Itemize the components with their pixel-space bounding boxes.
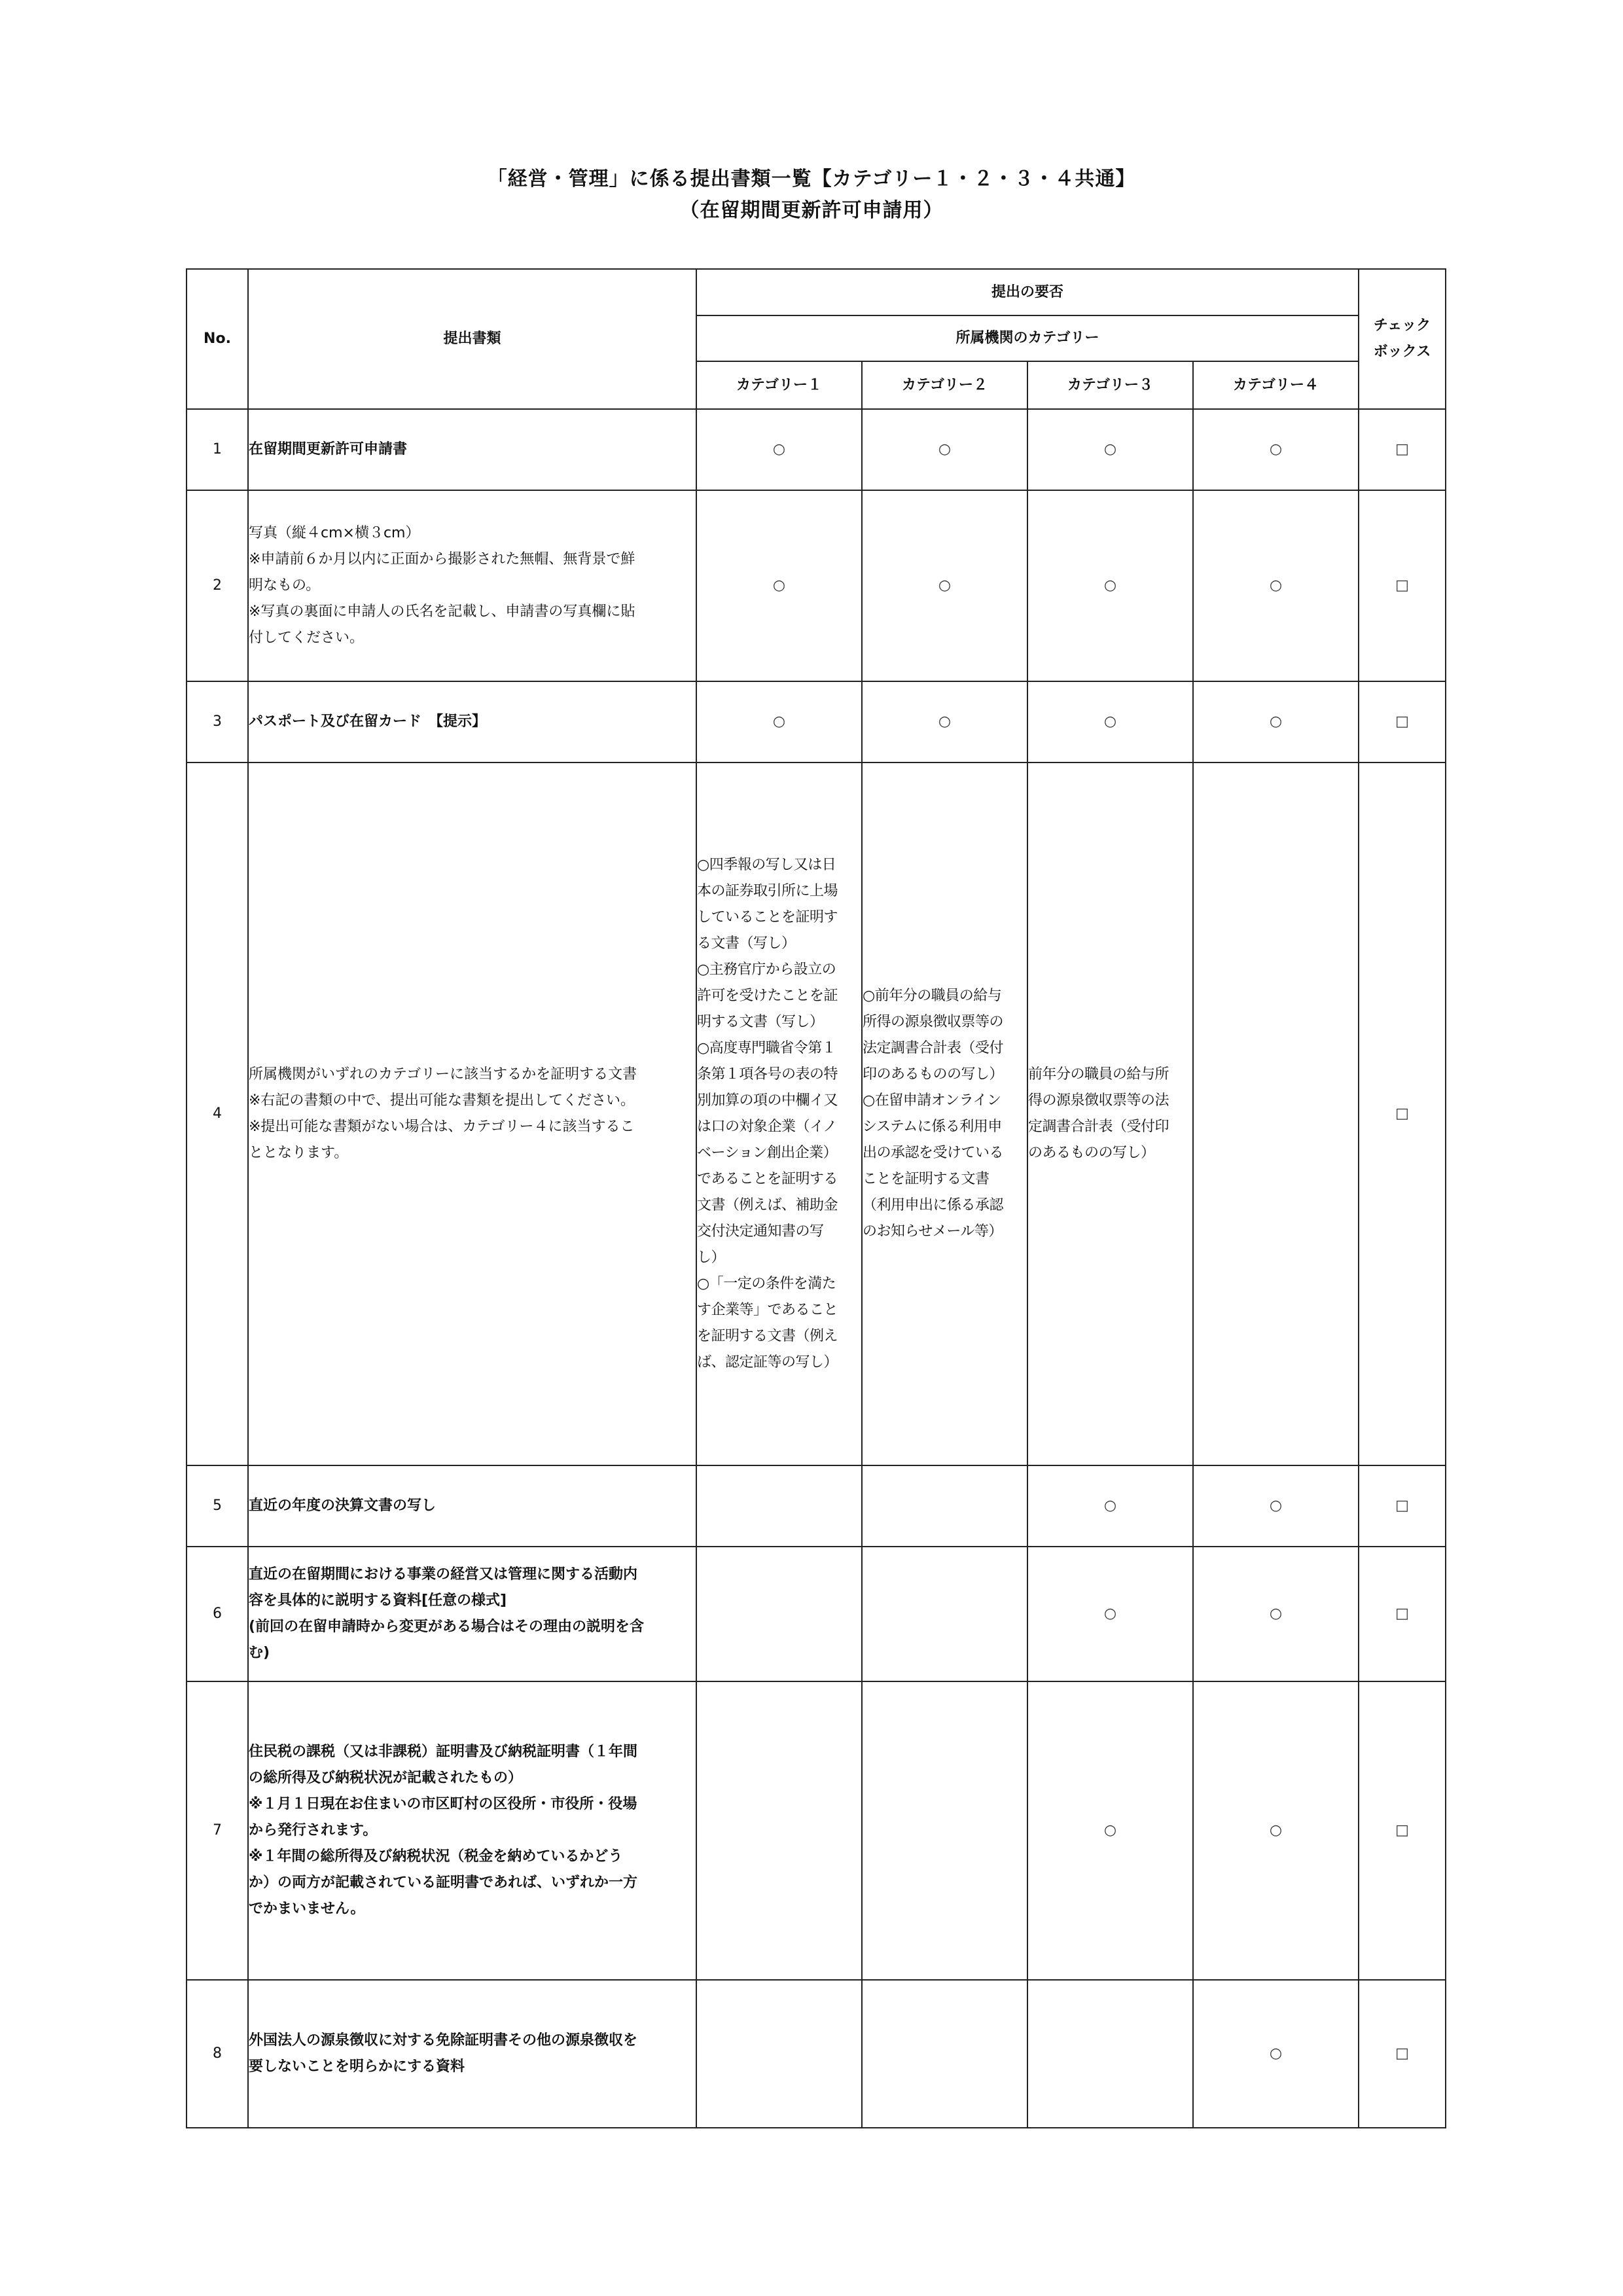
cat1-line: す企業等」であること [697,1302,838,1318]
cat2-line: ○在留申請オンライン [863,1092,1001,1109]
required-mark: ○ [1027,409,1193,490]
empty-cell [862,1980,1027,2128]
checkbox[interactable]: □ [1359,490,1446,681]
table-row [187,1980,1446,2128]
header-org-category: 所属機関のカテゴリー [696,315,1359,361]
row-no: 8 [187,1980,248,2128]
required-mark: ○ [1027,681,1193,762]
doc-line: 写真（縦４cm×横３cm） [249,525,420,541]
row-no: 6 [187,1547,248,1681]
row-no: 4 [187,762,248,1465]
required-mark: ○ [862,681,1027,762]
cat1-line: 条第１項各号の表の特 [697,1066,838,1083]
required-mark: ○ [1193,1547,1359,1681]
checkbox[interactable]: □ [1359,681,1446,762]
cat3-line: 前年分の職員の給与所 [1028,1066,1169,1083]
row-document [248,1681,696,1980]
empty-cell [696,1547,862,1681]
doc-line: 外国法人の源泉徴収に対する免除証明書その他の源泉徴収を [249,2032,638,2049]
required-mark: ○ [1193,1465,1359,1547]
doc-line: 直近の在留期間における事業の経営又は管理に関する活動内 [249,1566,638,1583]
cat2-line: 所得の源泉徴収票等の [863,1014,1004,1030]
required-mark: ○ [1193,1681,1359,1980]
required-mark: ○ [862,490,1027,681]
cat2-line: 印のあるものの写し） [863,1066,1004,1083]
row-document [248,1980,696,2128]
required-mark: ○ [696,681,862,762]
cat2-line: ことを証明する文書 [863,1171,990,1187]
document-list-table [186,268,1446,2128]
header-check-line1: チェック [1373,317,1431,334]
header-document: 提出書類 [248,269,696,409]
header-check-line2: ボックス [1373,344,1431,360]
empty-cell [1027,1980,1193,2128]
cat1-line: 交付決定通知書の写 [697,1223,824,1240]
empty-cell [696,1681,862,1980]
table-row [187,762,1446,1465]
cat1-line: 明する文書（写し） [697,1014,824,1030]
header-category-2: カテゴリー２ [862,361,1027,409]
doc-line: む) [249,1645,270,1661]
checkbox[interactable]: □ [1359,1980,1446,2128]
cat2-line: システムに係る利用申 [863,1119,1002,1135]
checkbox[interactable]: □ [1359,762,1446,1465]
cat1-line: 文書（例えば、補助金 [697,1197,838,1213]
doc-line: ※申請前６か月以内に正面から撮影された無帽、無背景で鮮 [249,551,635,567]
doc-line: から発行されます。 [249,1822,378,1839]
doc-line: でかまいません。 [249,1901,365,1917]
doc-line: 所属機関がいずれのカテゴリーに該当するかを証明する文書 [249,1066,637,1083]
empty-cell [696,1465,862,1547]
cat1-line: 本の証券取引所に上場 [697,883,838,899]
cat1-line: 許可を受けたことを証 [697,988,838,1004]
required-mark: ○ [1027,1465,1193,1547]
table-row [187,490,1446,681]
required-mark: ○ [1193,490,1359,681]
required-mark: ○ [1193,1980,1359,2128]
doc-line: ※提出可能な書類がない場合は、カテゴリー４に該当するこ [249,1119,635,1135]
empty-cell [862,1547,1027,1681]
cat2-line: 法定調書合計表（受付 [863,1040,1004,1056]
document-title [0,164,1623,226]
required-mark: ○ [1027,1547,1193,1681]
required-mark: ○ [862,409,1027,490]
row-no: 7 [187,1681,248,1980]
table-row [187,1547,1446,1681]
cat1-line: ベーション創出企業） [697,1145,838,1161]
cat3-line: 定調書合計表（受付印 [1028,1119,1169,1135]
doc-line: ※１年間の総所得及び納税状況（税金を納めているかどう [249,1848,623,1865]
empty-cell [862,1681,1027,1980]
doc-line: ※写真の裏面に申請人の氏名を記載し、申請書の写真欄に貼 [249,603,635,620]
cat2-line: のお知らせメール等） [863,1223,1003,1240]
row-no: 1 [187,409,248,490]
doc-line: か）の両方が記載されている証明書であれば、いずれか一方 [249,1874,638,1891]
cat1-line: であることを証明する [697,1171,838,1187]
category-3-documents [1027,762,1193,1465]
required-mark: ○ [1027,490,1193,681]
doc-line: 直近の年度の決算文書の写し [249,1498,437,1514]
header-checkbox [1359,269,1446,409]
checkbox[interactable]: □ [1359,1547,1446,1681]
header-category-1: カテゴリー１ [696,361,862,409]
doc-line: ※右記の書類の中で、提出可能な書類を提出してください。 [249,1092,635,1109]
row-no: 2 [187,490,248,681]
checkbox[interactable]: □ [1359,1681,1446,1980]
row-document [248,409,696,490]
title-line-2: （在留期間更新許可申請用） [679,199,944,222]
category-1-documents [696,762,862,1465]
cat1-line: ○高度専門職省令第１ [697,1040,836,1056]
row-no: 3 [187,681,248,762]
required-mark: ○ [696,409,862,490]
cat2-line: 出の承認を受けている [863,1145,1004,1161]
row-document [248,681,696,762]
header-no: No. [187,269,248,409]
cat3-line: 得の源泉徴収票等の法 [1028,1092,1169,1109]
required-mark: ○ [1027,1681,1193,1980]
cat1-line: し） [697,1249,726,1266]
doc-line: の総所得及び納税状況が記載されたもの） [249,1770,523,1786]
cat1-line: していることを証明す [697,909,838,925]
table-row [187,409,1446,490]
row-document [248,762,696,1465]
row-document [248,490,696,681]
title-line-1: 「経営・管理」に係る提出書類一覧【カテゴリー１・２・３・４共通】 [487,168,1136,190]
cat1-line: ○四季報の写し又は日 [697,857,836,873]
header-category-3: カテゴリー３ [1027,361,1193,409]
checkbox[interactable]: □ [1359,409,1446,490]
row-document [248,1547,696,1681]
table-row [187,1465,1446,1547]
category-2-documents [862,762,1027,1465]
required-mark: ○ [696,490,862,681]
cat1-line: ○「一定の条件を満た [697,1276,836,1292]
cat1-line: は口の対象企業（イノ [697,1119,837,1135]
checkbox[interactable]: □ [1359,1465,1446,1547]
doc-line: ※１月１日現在お住まいの市区町村の区役所・市役所・役場 [249,1796,637,1812]
cat1-line: ば、認定証等の写し） [697,1354,838,1371]
empty-cell [696,1980,862,2128]
cat3-line: のあるものの写し） [1028,1145,1155,1161]
required-mark: ○ [1193,681,1359,762]
cat2-line: （利用申出に係る承認 [863,1197,1004,1213]
row-document [248,1465,696,1547]
table-row [187,1681,1446,1980]
doc-line: (前回の在留申請時から変更がある場合はその理由の説明を含 [249,1619,645,1635]
doc-line: 容を具体的に説明する資料[任意の様式] [249,1592,507,1609]
doc-line: ととなります。 [249,1145,349,1161]
doc-line: 住民税の課税（又は非課税）証明書及び納税証明書（１年間 [249,1744,638,1760]
cat1-line: 別加算の項の中欄イ又 [697,1092,838,1109]
doc-line: 明なもの。 [249,577,321,594]
cat1-line: ○主務官庁から設立の [697,961,836,978]
cat1-line: る文書（写し） [697,935,796,952]
table-row [187,681,1446,762]
doc-line: 付してください。 [249,630,365,646]
required-mark: ○ [1193,409,1359,490]
category-4-empty [1193,762,1359,1465]
header-requirement: 提出の要否 [696,269,1359,315]
doc-line: 要しないことを明らかにする資料 [249,2058,465,2075]
empty-cell [862,1465,1027,1547]
cat2-line: ○前年分の職員の給与 [863,988,1002,1004]
cat1-line: を証明する文書（例え [697,1328,838,1344]
row-no: 5 [187,1465,248,1547]
doc-line: 在留期間更新許可申請書 [249,441,408,457]
doc-line: パスポート及び在留カード 【提示】 [249,713,487,730]
header-category-4: カテゴリー４ [1193,361,1359,409]
